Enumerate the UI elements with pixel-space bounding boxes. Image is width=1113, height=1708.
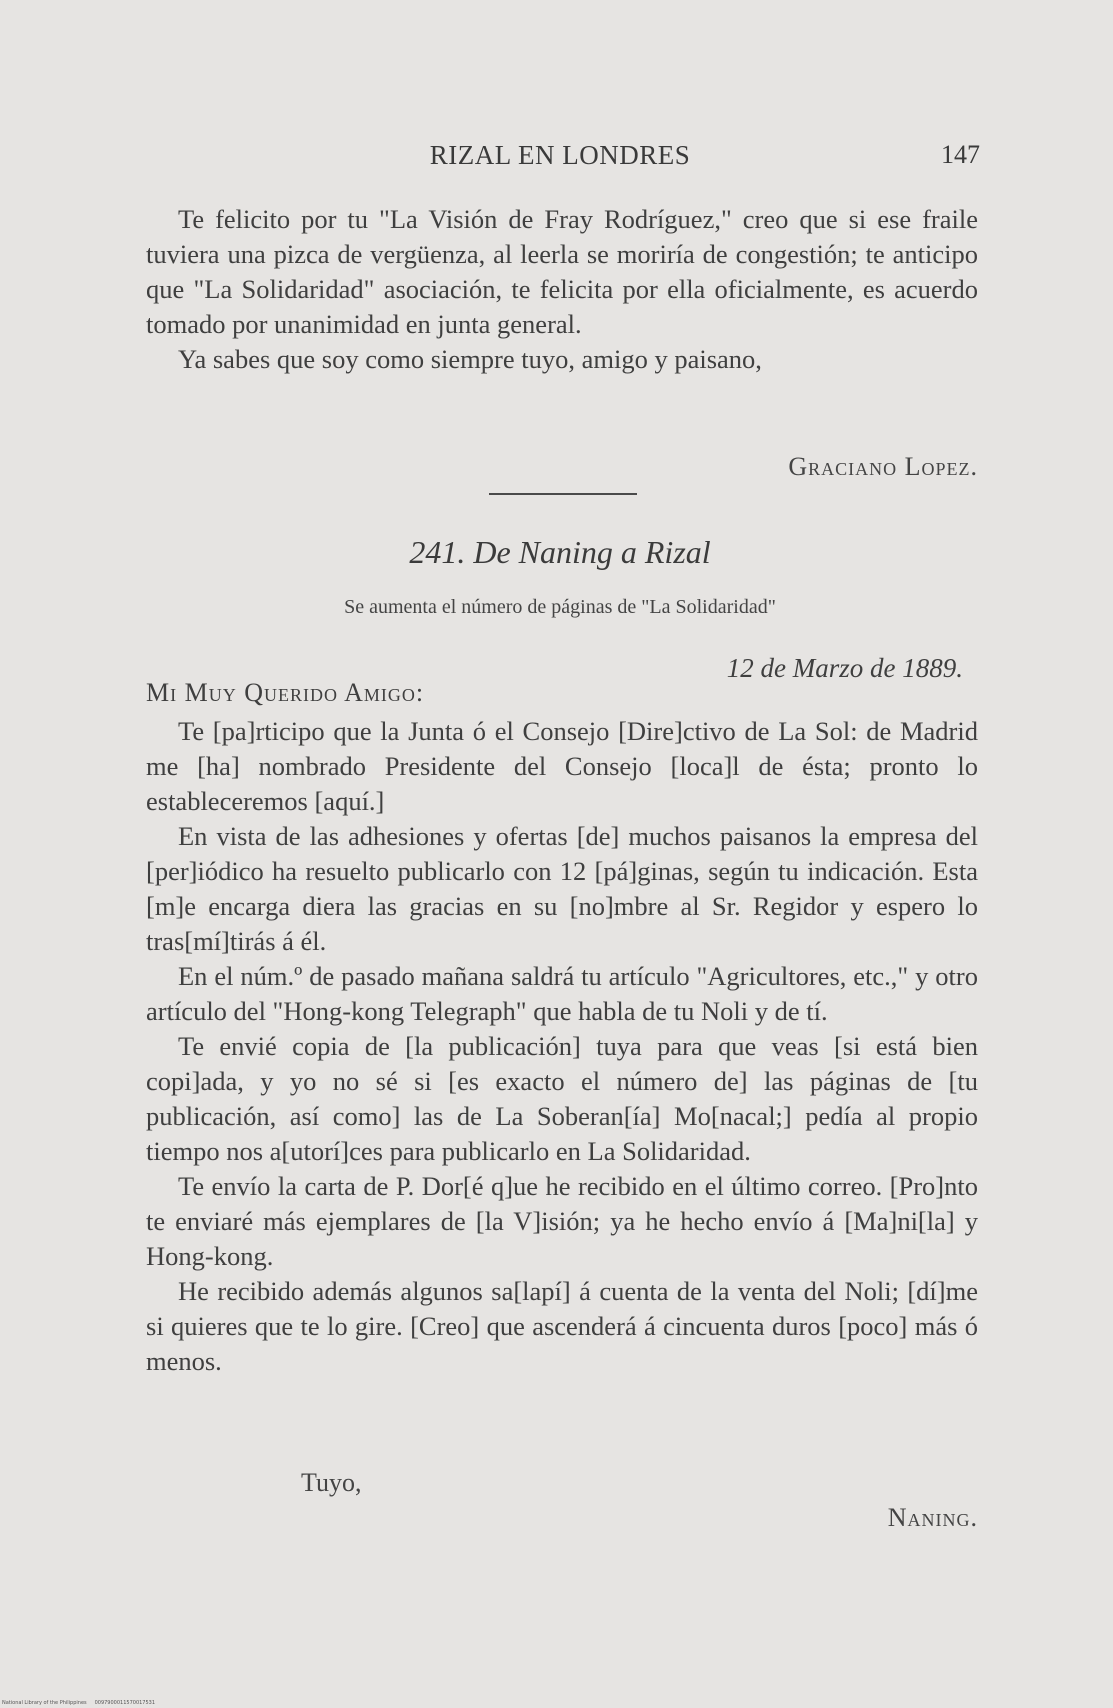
letter-1-paragraph-2: Ya sabes que soy como siempre tuyo, amigo y paisano, [178, 344, 762, 374]
letter-2-closing: Tuyo, [301, 1468, 362, 1497]
letter-2-paragraph-4: Te envié copia de [la publicación] tuya para que veas [si está bien copi]ada, y yo no sé si [es exacto el número de] las páginas de [tu publicación, así como] las de La Soberan[ía] Mo[nacal;] pedía al propio tiempo nos a[utorí]ces para publicarlo en La Solidaridad. [146, 1031, 978, 1166]
letter-2-paragraph-5: Te envío la carta de P. Dor[é q]ue he recibido en el último correo. [Pro]nto te enviaré más ejemplares de [la V]isión; ya he hecho envío á [Ma]ni[la] y Hong-kong. [146, 1171, 978, 1271]
letter-2-paragraph-1: Te [pa]rticipo que la Junta ó el Consejo [Dire]ctivo de La Sol: de Madrid me [ha] nombrado Presidente del Consejo [loca]l de ésta; pronto lo estableceremos [aquí.] [146, 716, 978, 816]
letter-1-body [146, 202, 978, 377]
letter-2-subtitle: Se aumenta el número de páginas de "La Solidaridad" [344, 596, 776, 618]
section-divider [489, 493, 637, 495]
letter-2-salutation: Mi Muy Querido Amigo: [146, 678, 425, 707]
letter-2-body [146, 714, 978, 1379]
page-number: 147 [941, 140, 980, 169]
letter-2-date: 12 de Marzo de 1889. [726, 653, 963, 683]
letter-1-paragraph-1: Te felicito por tu "La Visión de Fray Rodríguez," creo que si ese fraile tuviera una pizca de vergüenza, al leerla se moriría de congestión; te anticipo que "La Solidaridad" asociación, te felicita por ella oficialmente, es acuerdo tomado por unanimidad en junta general. [146, 204, 978, 339]
running-title: RIZAL EN LONDRES [429, 140, 691, 170]
letter-2-paragraph-3: En el núm.º de pasado mañana saldrá tu artículo "Agricultores, etc.," y otro artículo del "Hong-kong Telegraph" que habla de tu Noli y de tí. [146, 961, 978, 1026]
page-header [140, 140, 980, 180]
letter-2-signature: Naning. [887, 1503, 978, 1532]
letter-2-paragraph-6: He recibido además algunos sa[lapí] á cuenta de la venta del Noli; [dí]me si quieres que te lo gire. [Creo] que ascenderá á cincuenta duros [poco] más ó menos. [146, 1276, 978, 1376]
letter-1-signature: Graciano Lopez. [788, 452, 978, 481]
archive-footer: National Library of the Philippines 0097900011570017531 [2, 1700, 156, 1706]
letter-2-paragraph-2: En vista de las adhesiones y ofertas [de] muchos paisanos la empresa del [per]iódico ha resuelto publicarlo con 12 [pá]ginas, según tu indicación. Esta [m]e encarga diera las gracias en su [no]mbre al Sr. Regidor y espero lo tras[mí]tirás á él. [146, 821, 978, 956]
letter-2-title: 241. De Naning a Rizal [409, 534, 711, 570]
